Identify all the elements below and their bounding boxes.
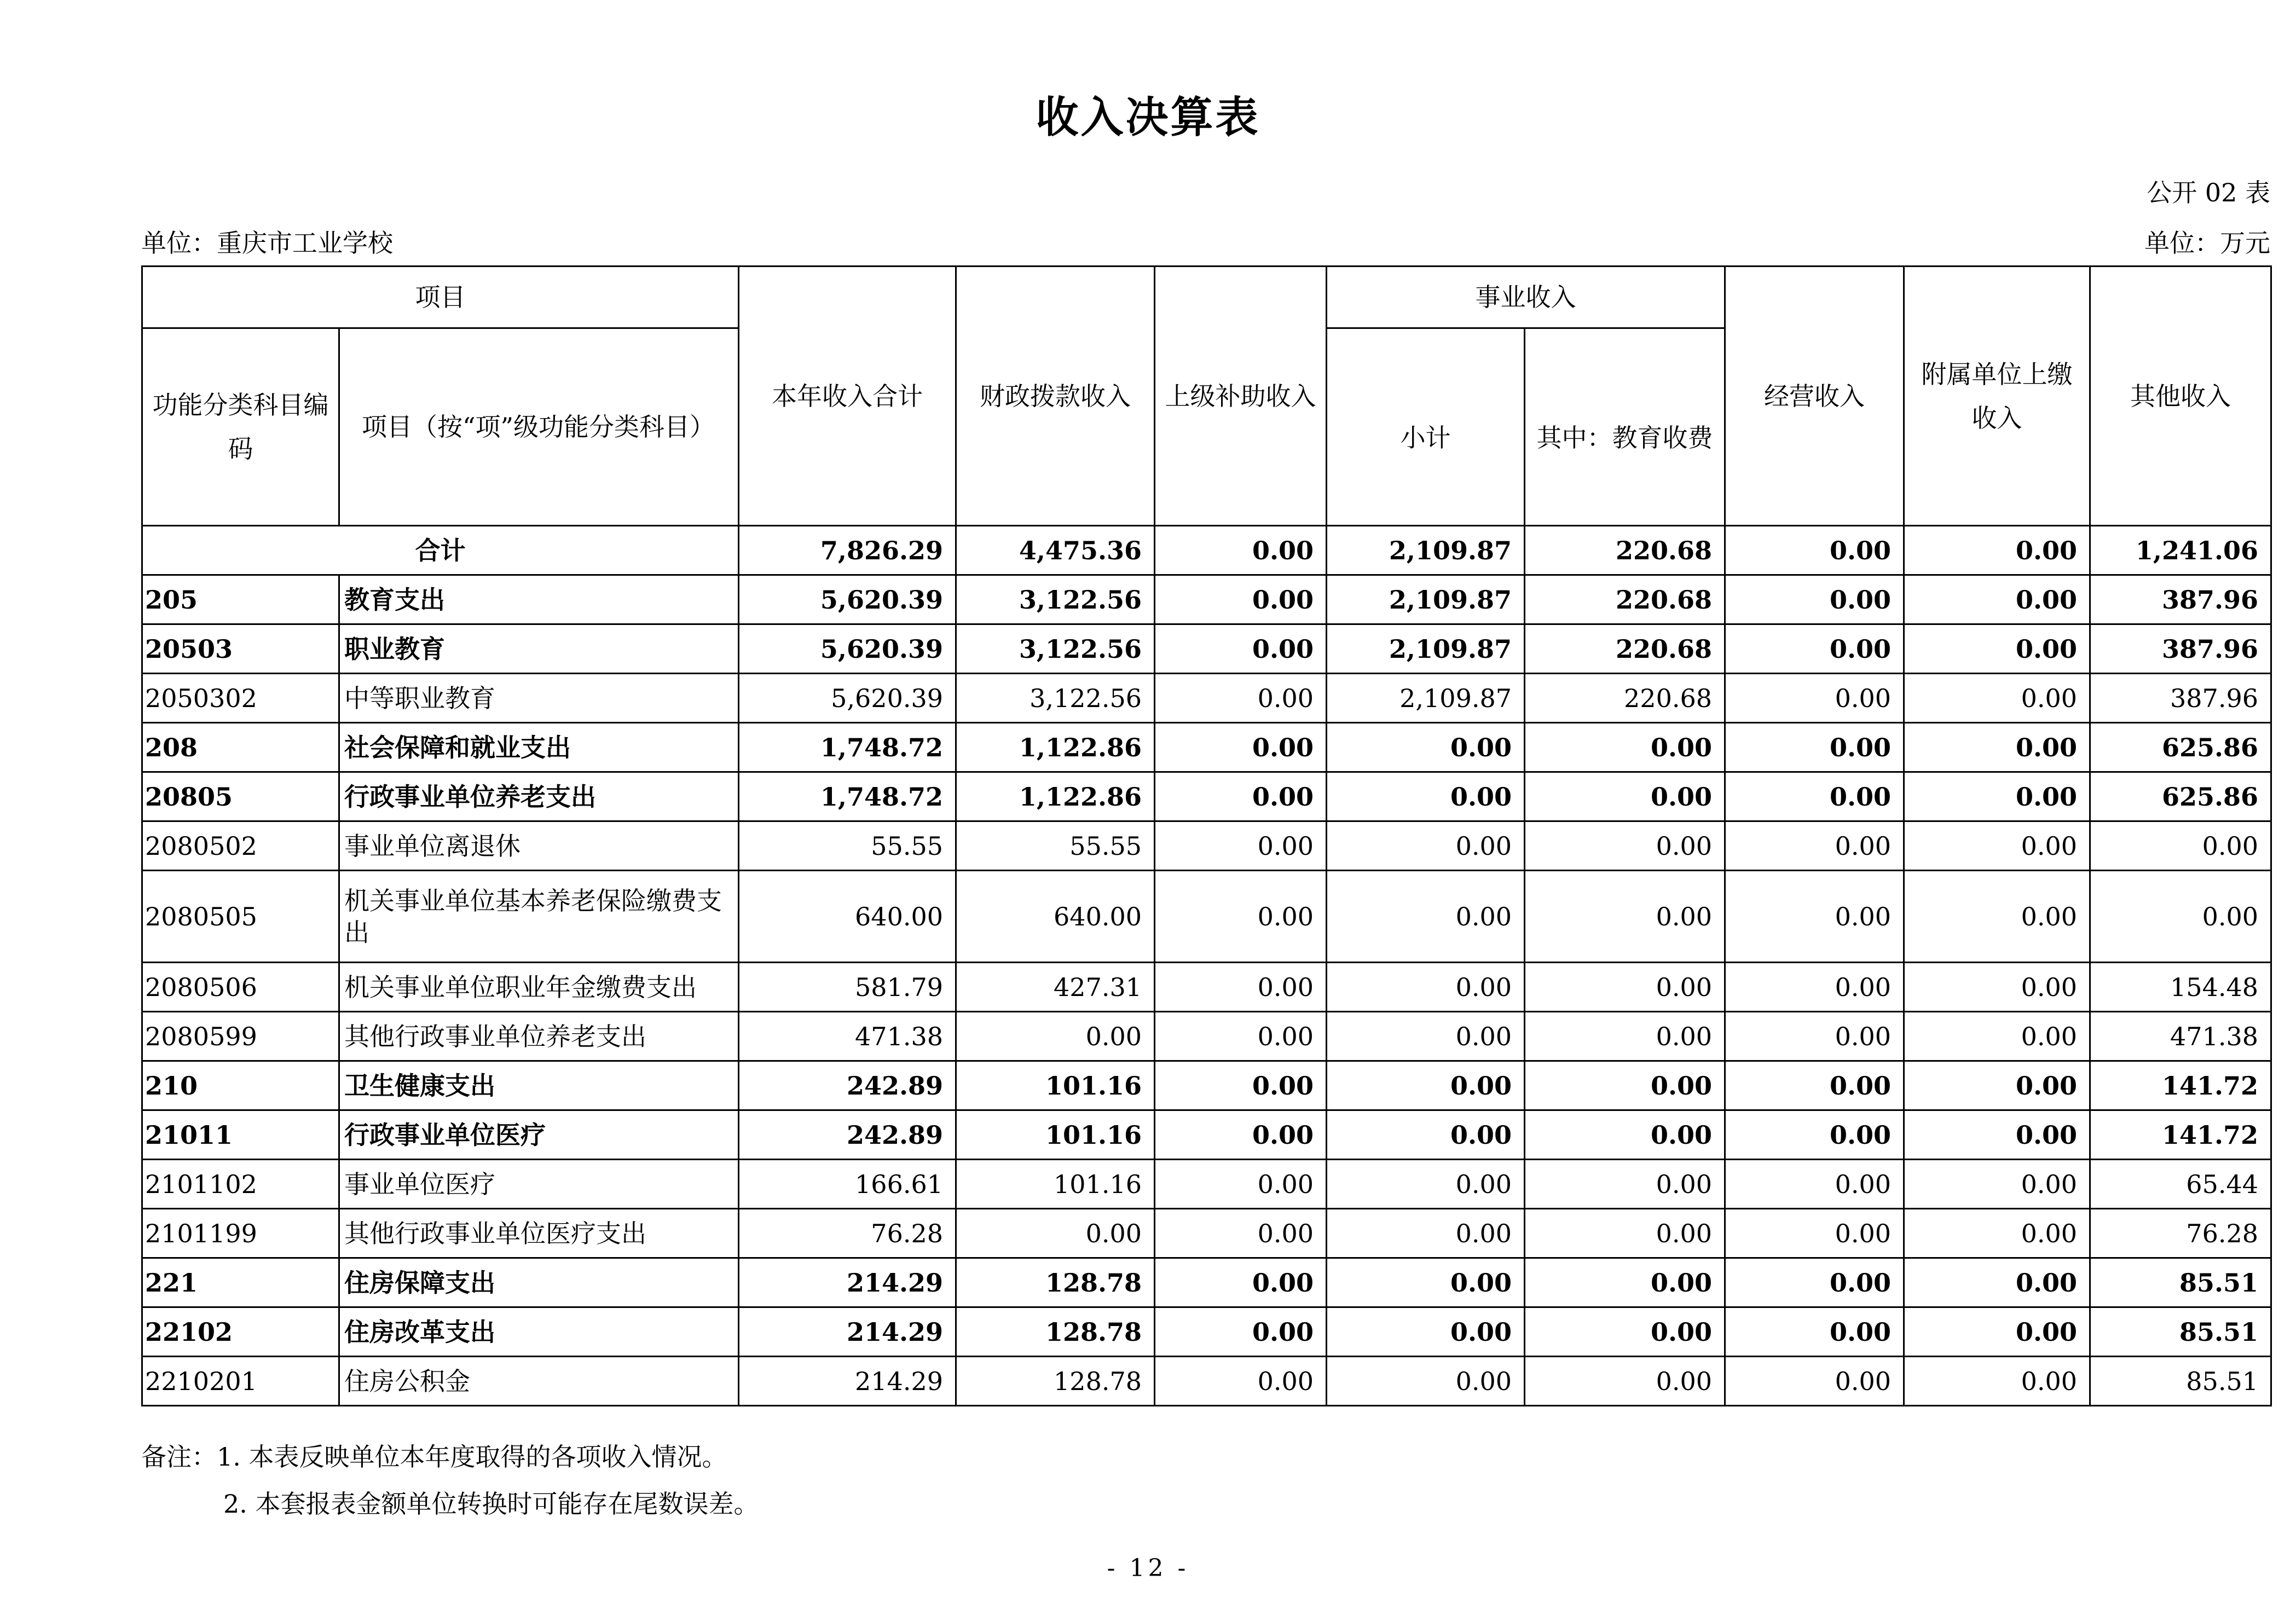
- cell-affiliated: 0.00: [1904, 674, 2090, 723]
- cell-total: 5,620.39: [739, 624, 956, 674]
- cell-other: 141.72: [2090, 1061, 2271, 1110]
- cell-code: 208: [142, 723, 339, 772]
- cell-other: 625.86: [2090, 772, 2271, 821]
- cell-superior: 0.00: [1155, 1258, 1327, 1307]
- cell-code: 210: [142, 1061, 339, 1110]
- header-code: 功能分类科目编码: [142, 328, 339, 526]
- note-1: 备注：1. 本表反映单位本年度取得的各项收入情况。: [141, 1442, 727, 1472]
- cell-name: 住房公积金: [339, 1357, 739, 1406]
- cell-fiscal: 101.16: [956, 1061, 1155, 1110]
- cell-fiscal: 1,122.86: [956, 772, 1155, 821]
- cell-superior: 0.00: [1155, 1307, 1327, 1357]
- header-total: 本年收入合计: [739, 267, 956, 526]
- table-row: [142, 674, 2271, 723]
- cell-name: 机关事业单位职业年金缴费支出: [339, 963, 739, 1012]
- cell-other: 65.44: [2090, 1160, 2271, 1209]
- cell-superior: 0.00: [1155, 1061, 1327, 1110]
- cell-affiliated: 0.00: [1904, 723, 2090, 772]
- cell-other: 85.51: [2090, 1258, 2271, 1307]
- table-row: [142, 624, 2271, 674]
- cell-fiscal: 3,122.56: [956, 674, 1155, 723]
- cell-affiliated: 0.00: [1904, 1258, 2090, 1307]
- cell-total: 1,748.72: [739, 723, 956, 772]
- cell-affiliated: 0.00: [1904, 1209, 2090, 1258]
- cell-education-fee: 220.68: [1525, 624, 1725, 674]
- cell-affiliated: 0.00: [1904, 526, 2090, 575]
- cell-subtotal: 2,109.87: [1327, 674, 1525, 723]
- cell-other: 141.72: [2090, 1110, 2271, 1160]
- cell-education-fee: 0.00: [1525, 963, 1725, 1012]
- cell-affiliated: 0.00: [1904, 963, 2090, 1012]
- cell-total: 640.00: [739, 871, 956, 963]
- cell-name: 事业单位医疗: [339, 1160, 739, 1209]
- cell-subtotal: 0.00: [1327, 1110, 1525, 1160]
- cell-fiscal: 3,122.56: [956, 624, 1155, 674]
- cell-education-fee: 0.00: [1525, 1061, 1725, 1110]
- header-superior: 上级补助收入: [1155, 267, 1327, 526]
- cell-operating: 0.00: [1725, 963, 1904, 1012]
- cell-code: 221: [142, 1258, 339, 1307]
- header-row-1: [142, 267, 2271, 328]
- cell-operating: 0.00: [1725, 1110, 1904, 1160]
- cell-code: 2080599: [142, 1012, 339, 1061]
- header-education-fee: 其中：教育收费: [1525, 328, 1725, 526]
- cell-education-fee: 0.00: [1525, 1160, 1725, 1209]
- header-fiscal: 财政拨款收入: [956, 267, 1155, 526]
- cell-subtotal: 0.00: [1327, 871, 1525, 963]
- cell-other: 85.51: [2090, 1357, 2271, 1406]
- cell-superior: 0.00: [1155, 723, 1327, 772]
- cell-superior: 0.00: [1155, 871, 1327, 963]
- cell-code: 2080505: [142, 871, 339, 963]
- cell-operating: 0.00: [1725, 871, 1904, 963]
- cell-fiscal: 101.16: [956, 1160, 1155, 1209]
- cell-total: 242.89: [739, 1110, 956, 1160]
- cell-total: 214.29: [739, 1258, 956, 1307]
- table-row: [142, 1307, 2271, 1357]
- cell-name: 其他行政事业单位养老支出: [339, 1012, 739, 1061]
- cell-code: 2080506: [142, 963, 339, 1012]
- cell-affiliated: 0.00: [1904, 1012, 2090, 1061]
- cell-subtotal: 0.00: [1327, 1357, 1525, 1406]
- cell-education-fee: 0.00: [1525, 1258, 1725, 1307]
- table-row: [142, 963, 2271, 1012]
- cell-other: 154.48: [2090, 963, 2271, 1012]
- cell-name: 行政事业单位养老支出: [339, 772, 739, 821]
- cell-education-fee: 0.00: [1525, 1307, 1725, 1357]
- cell-affiliated: 0.00: [1904, 1160, 2090, 1209]
- cell-operating: 0.00: [1725, 624, 1904, 674]
- cell-superior: 0.00: [1155, 674, 1327, 723]
- cell-education-fee: 0.00: [1525, 772, 1725, 821]
- cell-operating: 0.00: [1725, 1258, 1904, 1307]
- cell-name: 教育支出: [339, 575, 739, 624]
- cell-name: 其他行政事业单位医疗支出: [339, 1209, 739, 1258]
- cell-code: 20503: [142, 624, 339, 674]
- header-other: 其他收入: [2090, 267, 2271, 526]
- cell-name: 事业单位离退休: [339, 821, 739, 871]
- cell-other: 85.51: [2090, 1307, 2271, 1357]
- header-project: 项目: [142, 267, 739, 328]
- table-row: [142, 1012, 2271, 1061]
- cell-code: 2101199: [142, 1209, 339, 1258]
- total-row: [142, 526, 2271, 575]
- cell-code: 2101102: [142, 1160, 339, 1209]
- cell-affiliated: 0.00: [1904, 772, 2090, 821]
- cell-subtotal: 0.00: [1327, 772, 1525, 821]
- cell-fiscal: 640.00: [956, 871, 1155, 963]
- cell-operating: 0.00: [1725, 1357, 1904, 1406]
- cell-subtotal: 0.00: [1327, 963, 1525, 1012]
- cell-superior: 0.00: [1155, 963, 1327, 1012]
- cell-total: 7,826.29: [739, 526, 956, 575]
- cell-operating: 0.00: [1725, 1307, 1904, 1357]
- cell-total: 471.38: [739, 1012, 956, 1061]
- table-row: [142, 1160, 2271, 1209]
- cell-total: 581.79: [739, 963, 956, 1012]
- cell-education-fee: 0.00: [1525, 1357, 1725, 1406]
- cell-superior: 0.00: [1155, 575, 1327, 624]
- header-subtotal: 小计: [1327, 328, 1525, 526]
- cell-other: 387.96: [2090, 674, 2271, 723]
- cell-subtotal: 0.00: [1327, 1012, 1525, 1061]
- cell-superior: 0.00: [1155, 1012, 1327, 1061]
- reporting-unit: 单位：重庆市工业学校: [141, 228, 393, 258]
- cell-superior: 0.00: [1155, 624, 1327, 674]
- cell-code: 2210201: [142, 1357, 339, 1406]
- cell-other: 387.96: [2090, 624, 2271, 674]
- cell-operating: 0.00: [1725, 575, 1904, 624]
- cell-superior: 0.00: [1155, 821, 1327, 871]
- currency-unit: 单位：万元: [2144, 228, 2270, 258]
- cell-total: 1,748.72: [739, 772, 956, 821]
- cell-operating: 0.00: [1725, 821, 1904, 871]
- cell-fiscal: 3,122.56: [956, 575, 1155, 624]
- cell-subtotal: 0.00: [1327, 723, 1525, 772]
- cell-education-fee: 0.00: [1525, 1110, 1725, 1160]
- cell-affiliated: 0.00: [1904, 1307, 2090, 1357]
- cell-subtotal: 0.00: [1327, 1061, 1525, 1110]
- header-name: 项目（按“项”级功能分类科目）: [339, 328, 739, 526]
- table-row: [142, 1209, 2271, 1258]
- table-row: [142, 1258, 2271, 1307]
- cell-superior: 0.00: [1155, 526, 1327, 575]
- cell-education-fee: 0.00: [1525, 723, 1725, 772]
- cell-fiscal: 128.78: [956, 1258, 1155, 1307]
- cell-code: 22102: [142, 1307, 339, 1357]
- cell-subtotal: 0.00: [1327, 1209, 1525, 1258]
- header-business-income: 事业收入: [1327, 267, 1725, 328]
- cell-other: 0.00: [2090, 821, 2271, 871]
- cell-other: 625.86: [2090, 723, 2271, 772]
- page-title: 收入决算表: [1036, 92, 1260, 142]
- cell-fiscal: 0.00: [956, 1209, 1155, 1258]
- cell-fiscal: 427.31: [956, 963, 1155, 1012]
- cell-superior: 0.00: [1155, 1160, 1327, 1209]
- page-number: - 12 -: [1107, 1554, 1189, 1582]
- note-2: 2. 本套报表金额单位转换时可能存在尾数误差。: [223, 1489, 759, 1519]
- table-row: [142, 772, 2271, 821]
- cell-name: 行政事业单位医疗: [339, 1110, 739, 1160]
- cell-name: 机关事业单位基本养老保险缴费支出: [339, 871, 739, 963]
- cell-total: 5,620.39: [739, 575, 956, 624]
- cell-fiscal: 55.55: [956, 821, 1155, 871]
- cell-education-fee: 0.00: [1525, 821, 1725, 871]
- cell-education-fee: 220.68: [1525, 526, 1725, 575]
- cell-other: 76.28: [2090, 1209, 2271, 1258]
- cell-total: 214.29: [739, 1357, 956, 1406]
- cell-operating: 0.00: [1725, 772, 1904, 821]
- cell-name: 住房保障支出: [339, 1258, 739, 1307]
- cell-code: 21011: [142, 1110, 339, 1160]
- cell-fiscal: 4,475.36: [956, 526, 1155, 575]
- cell-name: 中等职业教育: [339, 674, 739, 723]
- cell-name: 住房改革支出: [339, 1307, 739, 1357]
- cell-affiliated: 0.00: [1904, 871, 2090, 963]
- cell-operating: 0.00: [1725, 1209, 1904, 1258]
- cell-total: 166.61: [739, 1160, 956, 1209]
- cell-operating: 0.00: [1725, 1012, 1904, 1061]
- cell-superior: 0.00: [1155, 772, 1327, 821]
- cell-code: 205: [142, 575, 339, 624]
- table-row: [142, 575, 2271, 624]
- cell-subtotal: 0.00: [1327, 1160, 1525, 1209]
- cell-name: 社会保障和就业支出: [339, 723, 739, 772]
- cell-subtotal: 0.00: [1327, 1307, 1525, 1357]
- table-row: [142, 1357, 2271, 1406]
- cell-code: 20805: [142, 772, 339, 821]
- income-statement-table: [141, 265, 2272, 1406]
- form-number: 公开 02 表: [2147, 178, 2270, 207]
- cell-superior: 0.00: [1155, 1209, 1327, 1258]
- cell-fiscal: 0.00: [956, 1012, 1155, 1061]
- cell-other: 387.96: [2090, 575, 2271, 624]
- cell-fiscal: 128.78: [956, 1357, 1155, 1406]
- cell-total: 242.89: [739, 1061, 956, 1110]
- cell-operating: 0.00: [1725, 674, 1904, 723]
- cell-education-fee: 0.00: [1525, 1012, 1725, 1061]
- cell-education-fee: 220.68: [1525, 674, 1725, 723]
- cell-name: 职业教育: [339, 624, 739, 674]
- cell-operating: 0.00: [1725, 526, 1904, 575]
- table-row: [142, 1061, 2271, 1110]
- cell-name: 卫生健康支出: [339, 1061, 739, 1110]
- total-label: 合计: [142, 526, 739, 575]
- table-row: [142, 821, 2271, 871]
- cell-subtotal: 0.00: [1327, 821, 1525, 871]
- cell-subtotal: 2,109.87: [1327, 575, 1525, 624]
- cell-operating: 0.00: [1725, 1061, 1904, 1110]
- cell-total: 76.28: [739, 1209, 956, 1258]
- table-body: [142, 526, 2271, 1406]
- cell-fiscal: 101.16: [956, 1110, 1155, 1160]
- cell-affiliated: 0.00: [1904, 575, 2090, 624]
- cell-affiliated: 0.00: [1904, 624, 2090, 674]
- cell-education-fee: 0.00: [1525, 871, 1725, 963]
- cell-subtotal: 2,109.87: [1327, 624, 1525, 674]
- cell-total: 55.55: [739, 821, 956, 871]
- cell-code: 2050302: [142, 674, 339, 723]
- cell-education-fee: 0.00: [1525, 1209, 1725, 1258]
- table-row: [142, 871, 2271, 963]
- cell-superior: 0.00: [1155, 1110, 1327, 1160]
- cell-code: 2080502: [142, 821, 339, 871]
- cell-education-fee: 220.68: [1525, 575, 1725, 624]
- cell-total: 214.29: [739, 1307, 956, 1357]
- cell-affiliated: 0.00: [1904, 1110, 2090, 1160]
- cell-other: 0.00: [2090, 871, 2271, 963]
- cell-fiscal: 1,122.86: [956, 723, 1155, 772]
- cell-operating: 0.00: [1725, 1160, 1904, 1209]
- cell-fiscal: 128.78: [956, 1307, 1155, 1357]
- cell-subtotal: 2,109.87: [1327, 526, 1525, 575]
- cell-other: 471.38: [2090, 1012, 2271, 1061]
- cell-affiliated: 0.00: [1904, 1357, 2090, 1406]
- cell-affiliated: 0.00: [1904, 821, 2090, 871]
- table-row: [142, 723, 2271, 772]
- table-row: [142, 1110, 2271, 1160]
- cell-subtotal: 0.00: [1327, 1258, 1525, 1307]
- header-operating: 经营收入: [1725, 267, 1904, 526]
- header-affiliated: 附属单位上缴收入: [1904, 267, 2090, 526]
- cell-operating: 0.00: [1725, 723, 1904, 772]
- cell-total: 5,620.39: [739, 674, 956, 723]
- cell-other: 1,241.06: [2090, 526, 2271, 575]
- cell-superior: 0.00: [1155, 1357, 1327, 1406]
- cell-affiliated: 0.00: [1904, 1061, 2090, 1110]
